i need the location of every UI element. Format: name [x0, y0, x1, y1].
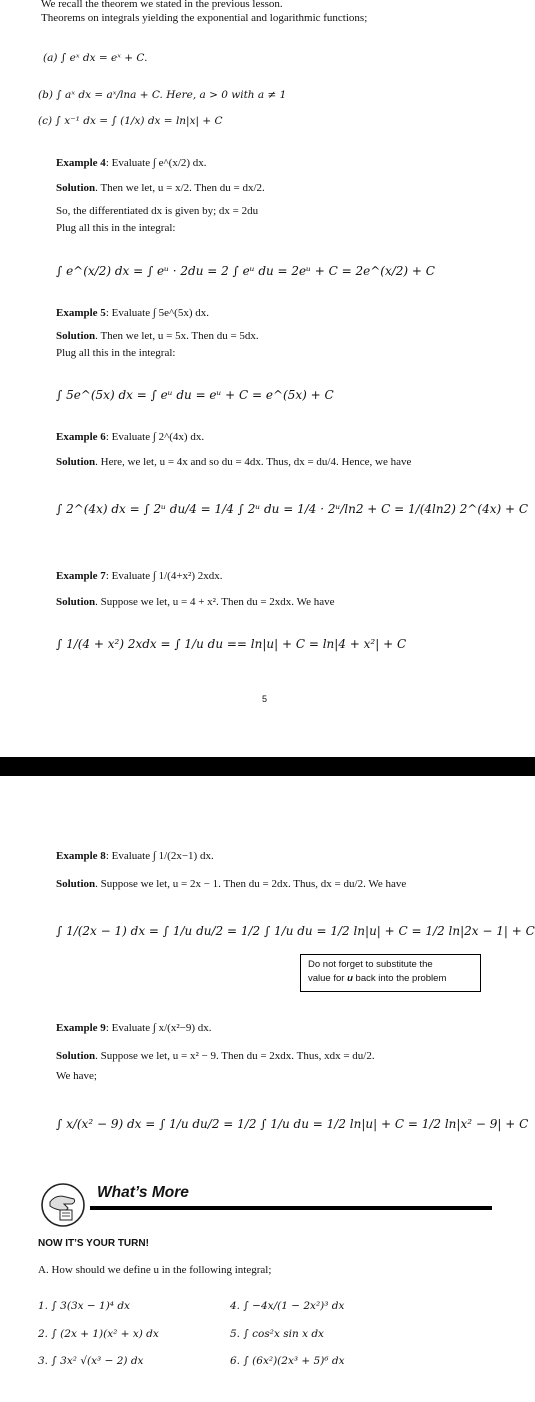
exercise-item-4: 4. ∫ −4x/(1 − 2x²)³ dx — [230, 1300, 345, 1312]
example-5-line-2: Plug all this in the integral: — [56, 347, 176, 359]
example-8-solution: Solution. Suppose we let, u = 2x − 1. Then du = 2dx. Thus, dx = du/2. We have — [56, 878, 407, 890]
exercise-item-6: 6. ∫ (6x²)(2x³ + 5)⁶ dx — [230, 1355, 345, 1367]
your-turn-heading: NOW IT’S YOUR TURN! — [38, 1238, 149, 1249]
reminder-note — [300, 954, 481, 992]
example-5-solution: Solution. Then we let, u = 5x. Then du = 5dx. — [56, 330, 259, 342]
exercise-item-3: 3. ∫ 3x² √(x³ − 2) dx — [38, 1355, 144, 1367]
example-4-line-2: So, the differentiated dx is given by; dx = 2du — [56, 205, 259, 217]
example-7-heading: Example 7: Evaluate ∫ 1/(4+x²) 2xdx. — [56, 570, 223, 582]
example-4-equation: ∫ e^(x/2) dx = ∫ eᵘ · 2du = 2 ∫ eᵘ du = 2eᵘ + C = 2e^(x/2) + C — [56, 264, 435, 278]
intro-line-2: Theorems on integrals yielding the exponential and logarithmic functions; — [41, 12, 368, 24]
reminder-note-line-1: Do not forget to substitute the — [308, 959, 433, 970]
theorem-a: (a) ∫ eˣ dx = eˣ + C. — [43, 52, 148, 64]
example-6-solution: Solution. Here, we let, u = 4x and so du = 4dx. Thus, dx = du/4. Hence, we have — [56, 456, 412, 468]
example-8-equation: ∫ 1/(2x − 1) dx = ∫ 1/u du/2 = 1/2 ∫ 1/u du = 1/2 ln|u| + C = 1/2 ln|2x − 1| + C — [56, 924, 535, 938]
example-5-equation: ∫ 5e^(5x) dx = ∫ eᵘ du = eᵘ + C = e^(5x) + C — [56, 388, 334, 402]
example-7-solution: Solution. Suppose we let, u = 4 + x². Then du = 2xdx. We have — [56, 596, 335, 608]
example-9-equation: ∫ x/(x² − 9) dx = ∫ 1/u du/2 = 1/2 ∫ 1/u du = 1/2 ln|u| + C = 1/2 ln|x² − 9| + C — [56, 1117, 529, 1131]
exercise-item-1: 1. ∫ 3(3x − 1)⁴ dx — [38, 1300, 130, 1312]
hand-writing-icon — [40, 1182, 86, 1233]
example-4-line-3: Plug all this in the integral: — [56, 222, 176, 234]
example-8-heading: Example 8: Evaluate ∫ 1/(2x−1) dx. — [56, 850, 214, 862]
exercise-item-5: 5. ∫ cos²x sin x dx — [230, 1328, 324, 1340]
example-4-solution: Solution. Then we let, u = x/2. Then du = dx/2. — [56, 182, 265, 194]
theorem-b: (b) ∫ aˣ dx = aˣ/lna + C. Here, a > 0 with a ≠ 1 — [38, 89, 287, 101]
example-9-line-2: We have; — [56, 1070, 97, 1082]
page-number: 5 — [262, 694, 268, 704]
example-4-heading: Example 4: Evaluate ∫ e^(x/2) dx. — [56, 157, 207, 169]
page-separator — [0, 757, 535, 776]
exercise-item-2: 2. ∫ (2x + 1)(x² + x) dx — [38, 1328, 159, 1340]
theorem-c: (c) ∫ x⁻¹ dx = ∫ (1/x) dx = ln|x| + C — [38, 115, 223, 127]
example-6-equation: ∫ 2^(4x) dx = ∫ 2ᵘ du/4 = 1/4 ∫ 2ᵘ du = 1/4 · 2ᵘ/ln2 + C = 1/(4ln2) 2^(4x) + C — [56, 502, 529, 516]
example-9-heading: Example 9: Evaluate ∫ x/(x²−9) dx. — [56, 1022, 212, 1034]
section-rule — [90, 1206, 492, 1210]
exercise-question: A. How should we define u in the following integral; — [38, 1264, 272, 1276]
intro-line-1: We recall the theorem we stated in the previous lesson. — [41, 0, 283, 10]
example-6-heading: Example 6: Evaluate ∫ 2^(4x) dx. — [56, 431, 205, 443]
example-7-equation: ∫ 1/(4 + x²) 2xdx = ∫ 1/u du == ln|u| + C = ln|4 + x²| + C — [56, 637, 407, 651]
whats-more-title: What’s More — [97, 1184, 189, 1201]
example-5-heading: Example 5: Evaluate ∫ 5e^(5x) dx. — [56, 307, 209, 319]
example-9-solution: Solution. Suppose we let, u = x² − 9. Then du = 2xdx. Thus, xdx = du/2. — [56, 1050, 375, 1062]
reminder-note-line-2: value for u back into the problem — [308, 973, 447, 984]
